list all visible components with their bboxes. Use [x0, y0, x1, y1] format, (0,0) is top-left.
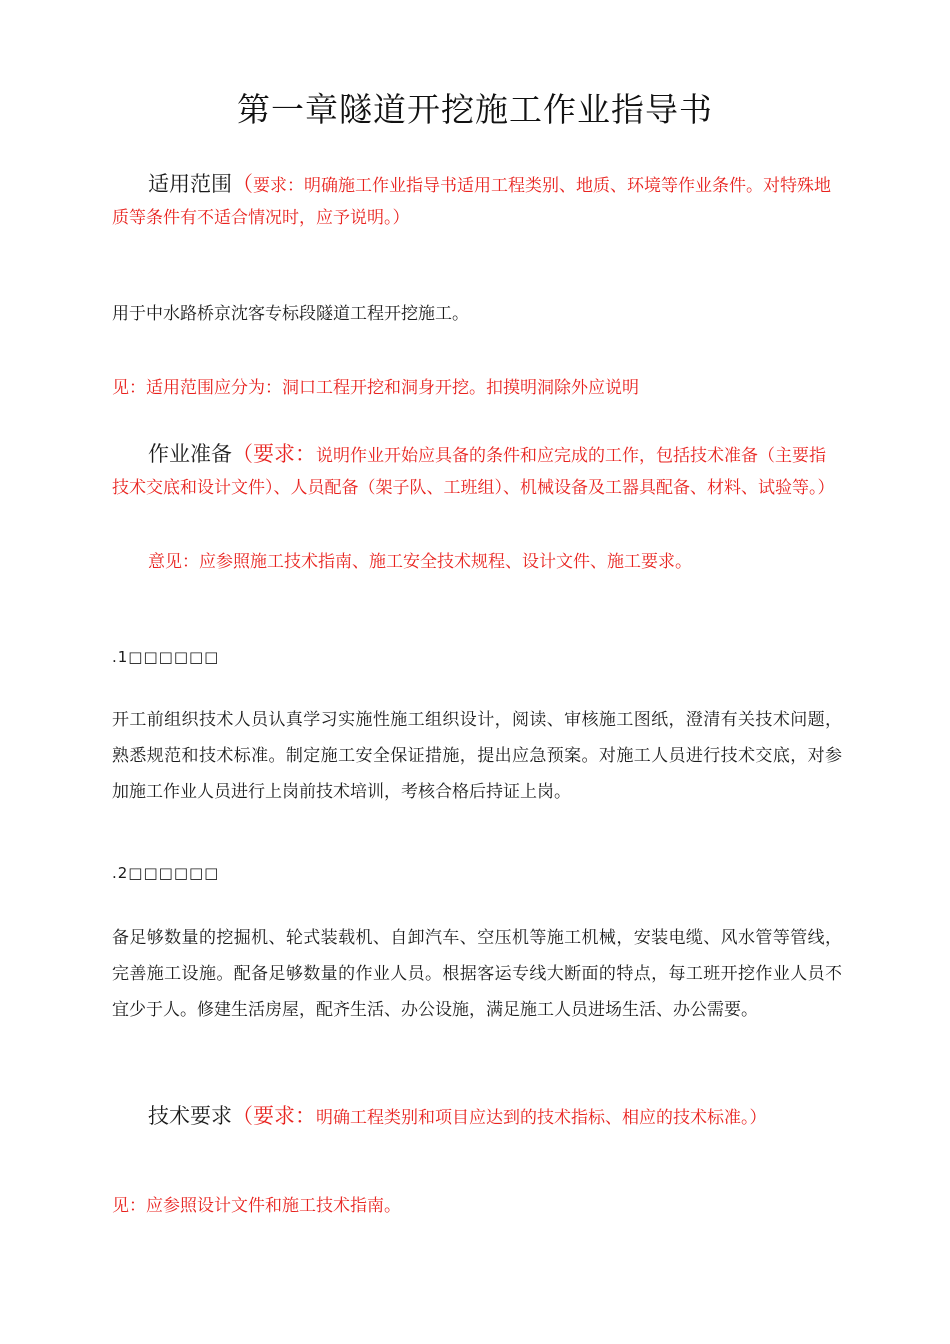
section-prep-paren: （要求： [232, 442, 316, 466]
subsection-resource-prep-body: 备足够数量的挖掘机、轮式装载机、自卸汽车、空压机等施工机械，安装电缆、风水管等管线，完善施工设施。配备足够数量的作业人员。根据客运专线大断面的特点，每工班开挖作业人员不宜少于人。修建生活房屋，配齐生活、办公设施，满足施工人员进场生活、办公需要。 [112, 928, 842, 1020]
section-scope-requirement: 要求：明确施工作业指导书适用工程类别、地质、环境等作业条件。对特殊地质等条件有不适合情况时，应予说明。） [112, 176, 831, 228]
section-scope-title: 适用范围 [148, 172, 232, 196]
section-tech-req-paren: （要求： [232, 1104, 316, 1128]
section-prep-title: 作业准备 [148, 442, 232, 466]
subsection-resource-prep-label: .2□□□□□□ [112, 864, 220, 882]
section-scope-note: 见：适用范围应分为：洞口工程开挖和洞身开挖。扣摸明洞除外应说明 [112, 378, 639, 398]
section-prep-heading [112, 438, 842, 504]
section-tech-req-requirement: 明确工程类别和项目应达到的技术指标、相应的技术标准。） [316, 1108, 767, 1128]
subsection-tech-prep-body: 开工前组织技术人员认真学习实施性施工组织设计，阅读、审核施工图纸，澄清有关技术问题，熟悉规范和技术标准。制定施工安全保证措施，提出应急预案。对施工人员进行技术交底，对参加施工作业人员进行上岗前技术培训，考核合格后持证上岗。 [112, 710, 842, 802]
document-title: 第一章隧道开挖施工作业指导书 [237, 90, 713, 129]
subsection-tech-prep-label: .1□□□□□□ [112, 648, 220, 666]
section-prep-requirement: 说明作业开始应具备的条件和应完成的工作，包括技术准备（主要指技术交底和设计文件）、人员配备（架子队、工班组）、机械设备及工器具配备、材料、试验等。） [112, 446, 835, 498]
section-prep-note: 意见：应参照施工技术指南、施工安全技术规程、设计文件、施工要求。 [148, 552, 692, 572]
section-prep-note-wrap [112, 546, 842, 578]
section-scope-body: 用于中水路桥京沈客专标段隧道工程开挖施工。 [112, 304, 469, 324]
section-scope-heading [112, 168, 842, 234]
section-tech-req-heading [112, 1100, 842, 1134]
section-tech-req-title: 技术要求 [148, 1104, 232, 1128]
section-scope-paren: （ [232, 172, 253, 196]
section-tech-req-note: 见：应参照设计文件和施工技术指南。 [112, 1196, 401, 1216]
